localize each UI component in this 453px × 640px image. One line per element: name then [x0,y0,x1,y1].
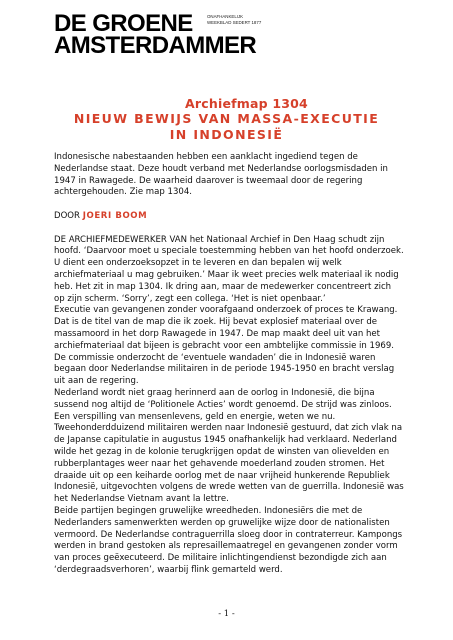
headline-line2: IN INDONESIË [169,127,284,142]
tagline-line2: WEEKBLAD SEDERT 1877 [207,19,262,25]
body-paragraph: Beide partijen begingen gruwelijke wreedheden. Indonesiërs die met de Nederlanders samenwerkten werden op gruwelijke wijze door de nationalisten vermoord. De Nederlandse contraguerrilla sloeg door in contraterreur. Kampongs werden in brand gestoken als represaillemaatregel en gevangenen zonder vorm van proces geëxecuteerd. De militaire inlichtingendienst bezondigde zich aan ‘derdegraadsverhoren’, waarbij flink gemarteld werd. [54,505,403,575]
byline-prefix: DOOR [54,210,83,221]
archive-title: Archiefmap 1304 [185,96,308,111]
masthead-tagline [207,14,261,25]
logo-text-line2: AMSTERDAMMER [54,32,257,59]
byline [54,211,404,223]
page-number: - 1 - [218,609,235,619]
headline-line1: NIEUW BEWIJS VAN MASSA-EXECUTIE [73,111,380,126]
body-paragraph: Nederland wordt niet graag herinnerd aan de oorlog in Indonesië, die bijna sussend nog altijd de ‘Politionele Acties’ wordt genoemd. De strijd was zinloos. Een verspilling van mensenlevens, geld en energie, weten we nu. Tweehonderdduizend militairen werden naar Indonesië gestuurd, dat zich vlak na de Japanse capitulatie in augustus 1945 onafhankelijk had verklaard. Nederland wilde het gezag in de kolonie terugkrijgen opdat de winsten van olievelden en rubberplantages weer naar het gehavende moederland zouden stromen. Het draaide uit op een keiharde oorlog met de naar vrijheid hunkerende Republiek Indonesië, uitgevochten volgens de wrede wetten van de guerrilla. Indonesië was het Nederlandse Vietnam avant la lettre. [54,387,404,505]
article-body [54,152,404,577]
intro-paragraph: Indonesische nabestaanden hebben een aanklacht ingediend tegen de Nederlandse staat. Deze houdt verband met Nederlandse oorlogsmisdaden in 1947 in Rawagede. De waarheid daarover is tweemaal door de regering achtergehouden. Zie map 1304. [54,152,388,198]
tagline-line1: ONAFHANKELIJK [207,14,244,19]
logo-text-line1: DE GROENE [54,10,193,37]
title-block [54,96,399,143]
author-name: JOERI BOOM [82,210,148,221]
body-paragraph: Executie van gevangenen zonder voorafgaand onderzoek of proces te Krawang. Dat is de titel van de map die ik zoek. Hij bevat explosief materiaal over de massamoord in het dorp Rawagede in 1947. De map maakt deel uit van het archiefmateriaal dat bijeen is gebracht voor een ambtelijke commissie in 1969. De commissie onderzocht de ‘eventuele wandaden’ die in Indonesië waren begaan door Nederlandse militairen in de periode 1945-1950 en bracht verslag uit aan de regering. [54,305,398,387]
masthead-logo [54,10,262,72]
body-paragraph: DE ARCHIEFMEDEWERKER VAN het Nationaal Archief in Den Haag schudt zijn hoofd. ‘Daarvoor moet u speciale toestemming hebben van het hoofd onderzoek. U dient een onderzoeksopzet in te leveren en dan bepalen wij welk archiefmateriaal u mag gebruiken.’ Maar ik weet precies welk materiaal ik nodig heb. Het zit in map 1304. Ik dring aan, maar de medewerker concentreert zich op zijn scherm. ‘Sorry’, zegt een collega. ‘Het is niet openbaar.’ [54,234,404,304]
